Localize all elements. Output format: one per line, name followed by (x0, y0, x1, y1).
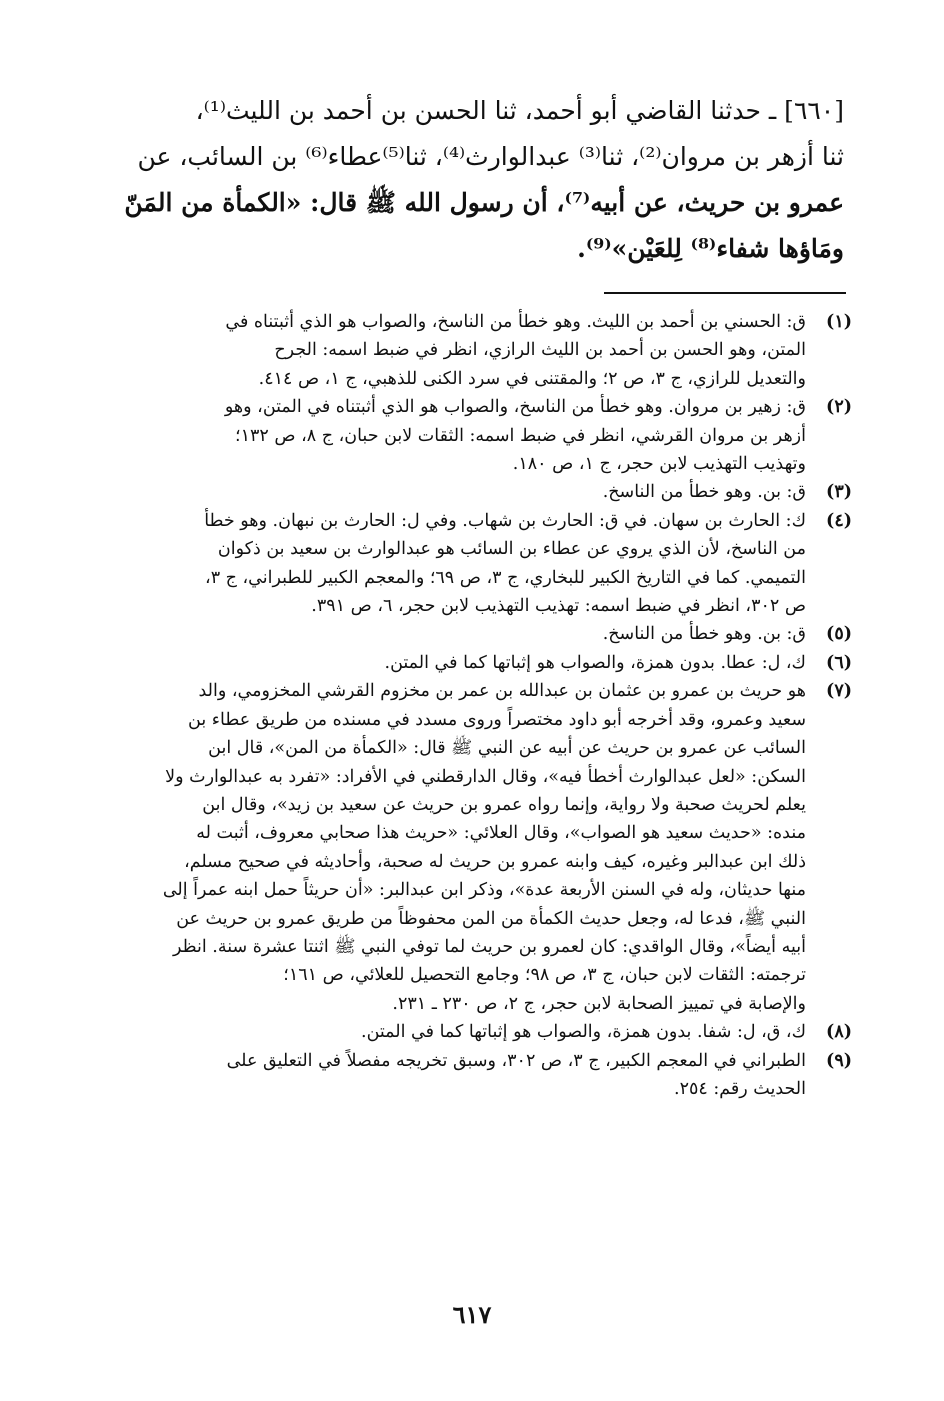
footnote-text (100, 308, 806, 393)
footnote-line: وتهذيب التهذيب لابن حجر، ج ١، ص ١٨٠. (512, 454, 806, 475)
footnote (100, 507, 852, 621)
footnote-line: ذلك ابن عبدالبر وغيره، كيف وابنه عمرو بن حريث له صحبة، وأحاديثه في صحيح مسلم، (184, 851, 806, 872)
footnote-line: منها حديثان، وله في السنن الأربعة عدة»، وذكر ابن عبدالبر: «أن حريثاً حمل ابنه عمراً إلى (162, 880, 806, 901)
footnote-text (100, 507, 806, 621)
footnote-text (100, 677, 806, 1018)
footnote-line: الطبراني في المعجم الكبير، ج ٣، ص ٣٠٢، وسبق تخريجه مفصلاً في التعليق على (226, 1050, 806, 1071)
footnote-line: ق: بن. وهو خطأ من الناسخ. (602, 624, 806, 645)
footnote-line: هو حريث بن عمرو بن عثمان بن عبدالله بن عمر بن مخزوم القرشي المخزومي، والد (198, 681, 806, 702)
footnote-line: ك، ل: عطا. بدون همزة، والصواب هو إثباتها كما في المتن. (384, 652, 806, 673)
footnote-line: ك: الحارث بن سهان. في ق: الحارث بن شهاب. وفي ل: الحارث بن نبهان. وهو خطأ (204, 510, 806, 531)
footnote-text (100, 1047, 806, 1104)
footnote-line: والإصابة في تمييز الصحابة لابن حجر، ج ٢، ص ٢٣٠ ـ ٢٣١. (392, 993, 806, 1014)
footnote-line: ترجمته: الثقات لابن حبان، ج ٣، ص ٩٨؛ وجامع التحصيل للعلائي، ص ١٦١؛ (283, 965, 806, 986)
footnotes (100, 308, 852, 1103)
footnote-number: (٧) (826, 681, 852, 702)
footnote-line: السائب عن عمرو بن حريث عن أبيه عن النبي ﷺ قال: «الكمأة من المن»، قال ابن (208, 738, 806, 759)
footnote-text (100, 393, 806, 478)
footnote-line: ق: الحسني بن أحمد بن الليث. وهو خطأ من الناسخ، والصواب هو الذي أثبتناه في (225, 312, 806, 332)
footnote-line: ق: زهير بن مروان. وهو خطأ من الناسخ، والصواب هو الذي أثبتناه في المتن، وهو (224, 397, 806, 418)
footnote-line: ص ٣٠٢، انظر في ضبط اسمه: تهذيب التهذيب لابن حجر، ٦، ص ٣٩١. (311, 596, 806, 617)
hadith-line: ومَاؤها شفاء⁽⁸⁾ لِلعَيْن»⁽⁹⁾. (577, 234, 844, 263)
footnote (100, 393, 852, 478)
footnote-number: (٤) (826, 510, 852, 531)
footnote-line: والتعديل للرازي، ج ٣، ص ٢؛ والمقتنى في سرد الكنى للذهبي، ج ١، ص ٤١٤. (258, 368, 806, 389)
footnote-line: النبي ﷺ، فدعا له، وجعل حديث الكمأة من المن محفوظاً من طريق عمرو بن حريث عن (176, 908, 806, 929)
footnote-line: الحديث رقم: ٢٥٤. (674, 1078, 806, 1099)
footnote-line: أزهر بن مروان القرشي، انظر في ضبط اسمه: الثقات لابن حبان، ج ٨، ص ١٣٢؛ (235, 425, 806, 446)
footnote-line: سعيد وعمرو، وقد أخرجه أبو داود مختصراً وروى مسدد في مسنده من طريق عطاء بن (188, 709, 806, 730)
footnote (100, 308, 852, 393)
footnote (100, 1018, 852, 1046)
footnote (100, 478, 852, 506)
footnote (100, 677, 852, 1018)
footnote-number: (٦) (826, 652, 852, 673)
footnote-number: (١) (826, 312, 852, 332)
footnote-text (100, 1018, 806, 1046)
footnote-number: (٥) (826, 624, 852, 645)
footnote (100, 620, 852, 648)
footnote-line: ك، ق، ل: شفا. بدون همزة، والصواب هو إثباتها كما في المتن. (361, 1022, 806, 1043)
footnote (100, 1047, 852, 1104)
footnote-line: منده: «حديث سعيد هو الصواب»، وقال العلائي: «حريث هذا صحابي معروف، أثبت له (196, 823, 806, 844)
footnote-number: (٣) (826, 482, 852, 503)
footnote-number: (٢) (826, 397, 852, 418)
footnote-line: يعلم لحريث صحبة ولا رواية، وإنما رواه عمرو بن حريث عن سعيد بن زيد»، وقال ابن (202, 794, 806, 815)
footnote-line: أبيه أيضاً»، وقال الواقدي: كان لعمرو بن حريث لما توفي النبي ﷺ اثنتا عشرة سنة. انظر (172, 936, 806, 957)
footnote-number: (٩) (826, 1050, 852, 1071)
footnote-line: المتن، وهو الحسن بن أحمد بن الليث الرازي، انظر في ضبط اسمه: الجرح (274, 340, 806, 361)
hadith-line: ثنا أزهر بن مروان⁽²⁾، ثنا⁽³⁾ عبدالوارث⁽⁴⁾، ثنا⁽⁵⁾عطاء⁽⁶⁾ بن السائب، عن (137, 142, 844, 171)
footnote-line: ق: بن. وهو خطأ من الناسخ. (602, 482, 806, 503)
footnote-number: (٨) (826, 1022, 852, 1043)
page-number: ٦١٧ (452, 1300, 492, 1329)
footnote-text (100, 478, 806, 506)
hadith-text (96, 88, 844, 272)
hadith-line: عمرو بن حريث، عن أبيه⁽⁷⁾، أن رسول الله ﷺ قال: «الكمأة من المَنّ (124, 188, 844, 217)
hadith-line: [٦٦٠] ـ حدثنا القاضي أبو أحمد، ثنا الحسن بن أحمد بن الليث⁽¹⁾، (195, 96, 844, 125)
footnote-text (100, 649, 806, 677)
footnote-line: من الناسخ، لأن الذي يروي عن عطاء بن السائب هو عبدالوارث بن سعيد بن ذكوان (217, 539, 806, 560)
footnote-separator (604, 292, 846, 294)
footnote-text (100, 620, 806, 648)
footnote (100, 649, 852, 677)
footnote-line: التميمي. كما في التاريخ الكبير للبخاري، ج ٣، ص ٦٩؛ والمعجم الكبير للطبراني، ج ٣، (205, 567, 806, 588)
footnote-line: السكن: «لعل عبدالوارث أخطأ فيه»، وقال الدارقطني في الأفراد: «تفرد به عبدالوارث ولا (165, 766, 806, 787)
